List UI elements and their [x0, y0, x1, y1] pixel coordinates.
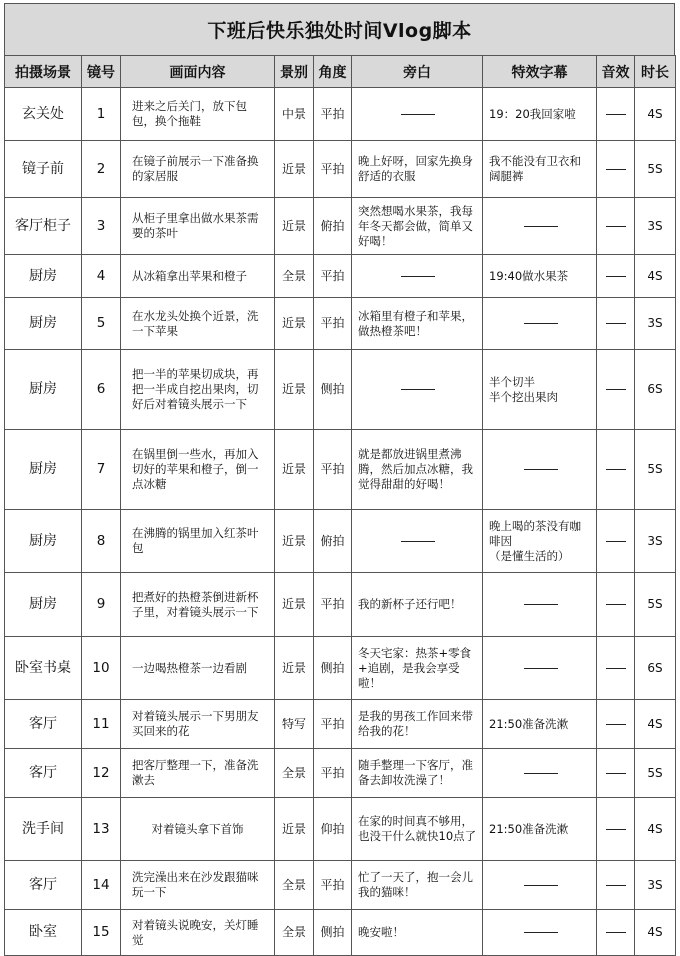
duration-cell: 4S: [635, 798, 676, 861]
sound-cell: [597, 749, 635, 798]
subtitle-cell: [483, 861, 597, 910]
shot-number-cell: 2: [82, 141, 121, 198]
dash-mark: [606, 885, 626, 886]
shot-size-cell: 全景: [275, 910, 314, 956]
angle-cell: 平拍: [314, 749, 352, 798]
sound-cell: [597, 861, 635, 910]
dash-mark: [606, 169, 626, 170]
content-cell: 把煮好的热橙茶倒进新杯子里，对着镜头展示一下: [121, 573, 275, 637]
scene-cell: 客厅柜子: [5, 198, 82, 255]
header-scene: 拍摄场景: [5, 56, 82, 88]
duration-cell: 5S: [635, 573, 676, 637]
sound-cell: [597, 700, 635, 749]
content-cell: 对着镜头拿下首饰: [121, 798, 275, 861]
angle-cell: 平拍: [314, 700, 352, 749]
scene-cell: 厨房: [5, 573, 82, 637]
dash-mark: [524, 773, 558, 774]
sound-cell: [597, 510, 635, 573]
angle-cell: 平拍: [314, 861, 352, 910]
dash-mark: [606, 668, 626, 669]
shot-number-cell: 1: [82, 88, 121, 141]
dash-mark: [401, 114, 435, 115]
shot-size-cell: 近景: [275, 798, 314, 861]
duration-cell: 6S: [635, 350, 676, 430]
table-row: [5, 255, 676, 298]
narration-cell: 是我的男孩工作回来带给我的花！: [352, 700, 483, 749]
table-row: [5, 430, 676, 510]
sheet-title: 下班后快乐独处时间Vlog脚本: [4, 3, 675, 55]
scene-cell: 镜子前: [5, 141, 82, 198]
scene-cell: 厨房: [5, 255, 82, 298]
angle-cell: 平拍: [314, 88, 352, 141]
shot-size-cell: 全景: [275, 861, 314, 910]
dash-mark: [606, 932, 626, 933]
subtitle-cell: 我不能没有卫衣和阔腿裤: [483, 141, 597, 198]
shot-number-cell: 7: [82, 430, 121, 510]
scene-cell: 卧室: [5, 910, 82, 956]
shot-number-cell: 3: [82, 198, 121, 255]
narration-cell: [352, 510, 483, 573]
dash-mark: [606, 276, 626, 277]
sound-cell: [597, 573, 635, 637]
subtitle-cell: [483, 573, 597, 637]
duration-cell: 5S: [635, 430, 676, 510]
scene-cell: 厨房: [5, 298, 82, 350]
scene-cell: 厨房: [5, 510, 82, 573]
sound-cell: [597, 298, 635, 350]
duration-cell: 3S: [635, 198, 676, 255]
table-row: [5, 637, 676, 700]
shot-size-cell: 近景: [275, 573, 314, 637]
narration-cell: [352, 255, 483, 298]
duration-cell: 5S: [635, 141, 676, 198]
narration-cell: 冬天宅家：热茶+零食+追剧，是我会享受啦！: [352, 637, 483, 700]
subtitle-cell: [483, 749, 597, 798]
table-row: [5, 798, 676, 861]
angle-cell: 平拍: [314, 255, 352, 298]
shot-size-cell: 近景: [275, 637, 314, 700]
duration-cell: 4S: [635, 700, 676, 749]
angle-cell: 俯拍: [314, 198, 352, 255]
content-cell: 一边喝热橙茶一边看剧: [121, 637, 275, 700]
table-row: [5, 910, 676, 956]
shot-size-cell: 近景: [275, 198, 314, 255]
shot-number-cell: 13: [82, 798, 121, 861]
dash-mark: [606, 323, 626, 324]
narration-cell: [352, 88, 483, 141]
table-row: [5, 141, 676, 198]
sound-cell: [597, 255, 635, 298]
sound-cell: [597, 910, 635, 956]
header-subtitle: 特效字幕: [483, 56, 597, 88]
narration-cell: 晚上好呀，回家先换身舒适的衣服: [352, 141, 483, 198]
content-cell: 把一半的苹果切成块，再把一半成自挖出果肉，切好后对着镜头展示一下: [121, 350, 275, 430]
sound-cell: [597, 198, 635, 255]
content-cell: 在镜子前展示一下准备换的家居服: [121, 141, 275, 198]
shot-number-cell: 5: [82, 298, 121, 350]
table-row: [5, 510, 676, 573]
angle-cell: 平拍: [314, 298, 352, 350]
shot-size-cell: 近景: [275, 141, 314, 198]
dash-mark: [524, 885, 558, 886]
subtitle-cell: 21:50准备洗漱: [483, 798, 597, 861]
header-sound: 音效: [597, 56, 635, 88]
sound-cell: [597, 637, 635, 700]
subtitle-cell: 半个切半 半个挖出果肉: [483, 350, 597, 430]
scene-cell: 卧室书桌: [5, 637, 82, 700]
subtitle-cell: [483, 910, 597, 956]
dash-mark: [401, 276, 435, 277]
table-row: [5, 350, 676, 430]
sound-cell: [597, 88, 635, 141]
content-cell: 从冰箱拿出苹果和橙子: [121, 255, 275, 298]
shot-size-cell: 全景: [275, 255, 314, 298]
dash-mark: [524, 668, 558, 669]
sound-cell: [597, 350, 635, 430]
content-cell: 在锅里倒一些水，再加入切好的苹果和橙子，倒一点冰糖: [121, 430, 275, 510]
duration-cell: 3S: [635, 861, 676, 910]
duration-cell: 6S: [635, 637, 676, 700]
dash-mark: [401, 389, 435, 390]
shot-number-cell: 15: [82, 910, 121, 956]
narration-cell: 我的新杯子还行吧！: [352, 573, 483, 637]
duration-cell: 4S: [635, 910, 676, 956]
header-shot-size: 景别: [275, 56, 314, 88]
subtitle-cell: 19:40做水果茶: [483, 255, 597, 298]
script-sheet: [4, 3, 675, 950]
script-table: [4, 55, 676, 956]
dash-mark: [524, 469, 558, 470]
subtitle-cell: [483, 637, 597, 700]
dash-mark: [524, 226, 558, 227]
angle-cell: 平拍: [314, 430, 352, 510]
shot-size-cell: 近景: [275, 430, 314, 510]
narration-cell: 突然想喝水果茶，我每年冬天都会做，简单又好喝！: [352, 198, 483, 255]
dash-mark: [401, 541, 435, 542]
subtitle-cell: [483, 298, 597, 350]
header-shot-number: 镜号: [82, 56, 121, 88]
scene-cell: 玄关处: [5, 88, 82, 141]
shot-number-cell: 11: [82, 700, 121, 749]
content-cell: 对着镜头说晚安，关灯睡觉: [121, 910, 275, 956]
sound-cell: [597, 141, 635, 198]
dash-mark: [606, 773, 626, 774]
dash-mark: [606, 226, 626, 227]
narration-cell: 忙了一天了，抱一会儿我的猫咪！: [352, 861, 483, 910]
duration-cell: 3S: [635, 298, 676, 350]
table-row: [5, 700, 676, 749]
narration-cell: 就是都放进锅里煮沸腾，然后加点冰糖，我觉得甜甜的好喝！: [352, 430, 483, 510]
content-cell: 把客厅整理一下，准备洗漱去: [121, 749, 275, 798]
shot-size-cell: 特写: [275, 700, 314, 749]
table-row: [5, 298, 676, 350]
dash-mark: [524, 604, 558, 605]
shot-size-cell: 近景: [275, 350, 314, 430]
angle-cell: 侧拍: [314, 350, 352, 430]
header-narration: 旁白: [352, 56, 483, 88]
content-cell: 在水龙头处换个近景，洗一下苹果: [121, 298, 275, 350]
table-row: [5, 198, 676, 255]
duration-cell: 3S: [635, 510, 676, 573]
scene-cell: 厨房: [5, 430, 82, 510]
dash-mark: [606, 724, 626, 725]
dash-mark: [606, 541, 626, 542]
shot-number-cell: 12: [82, 749, 121, 798]
subtitle-cell: [483, 430, 597, 510]
content-cell: 在沸腾的锅里加入红茶叶包: [121, 510, 275, 573]
narration-cell: 冰箱里有橙子和苹果，做热橙茶吧！: [352, 298, 483, 350]
header-content: 画面内容: [121, 56, 275, 88]
content-cell: 进来之后关门，放下包包，换个拖鞋: [121, 88, 275, 141]
shot-number-cell: 10: [82, 637, 121, 700]
shot-number-cell: 14: [82, 861, 121, 910]
scene-cell: 厨房: [5, 350, 82, 430]
header-duration: 时长: [635, 56, 676, 88]
table-row: [5, 88, 676, 141]
table-row: [5, 861, 676, 910]
dash-mark: [606, 604, 626, 605]
content-cell: 对着镜头展示一下男朋友买回来的花: [121, 700, 275, 749]
content-cell: 洗完澡出来在沙发跟猫咪玩一下: [121, 861, 275, 910]
dash-mark: [606, 469, 626, 470]
subtitle-cell: 21:50准备洗漱: [483, 700, 597, 749]
shot-size-cell: 全景: [275, 749, 314, 798]
sound-cell: [597, 430, 635, 510]
shot-size-cell: 近景: [275, 510, 314, 573]
shot-number-cell: 4: [82, 255, 121, 298]
dash-mark: [524, 323, 558, 324]
duration-cell: 5S: [635, 749, 676, 798]
narration-cell: 随手整理一下客厅，准备去卸妆洗澡了！: [352, 749, 483, 798]
angle-cell: 仰拍: [314, 798, 352, 861]
shot-size-cell: 中景: [275, 88, 314, 141]
table-row: [5, 749, 676, 798]
header-angle: 角度: [314, 56, 352, 88]
subtitle-cell: 19：20我回家啦: [483, 88, 597, 141]
narration-cell: 在家的时间真不够用，也没干什么就快10点了: [352, 798, 483, 861]
scene-cell: 客厅: [5, 749, 82, 798]
angle-cell: 侧拍: [314, 910, 352, 956]
narration-cell: [352, 350, 483, 430]
duration-cell: 4S: [635, 88, 676, 141]
shot-number-cell: 9: [82, 573, 121, 637]
shot-number-cell: 6: [82, 350, 121, 430]
content-cell: 从柜子里拿出做水果茶需要的茶叶: [121, 198, 275, 255]
table-row: [5, 573, 676, 637]
narration-cell: 晚安啦！: [352, 910, 483, 956]
dash-mark: [524, 932, 558, 933]
angle-cell: 平拍: [314, 573, 352, 637]
subtitle-cell: 晚上喝的茶没有咖啡因 （是懂生活的）: [483, 510, 597, 573]
dash-mark: [606, 389, 626, 390]
angle-cell: 平拍: [314, 141, 352, 198]
shot-number-cell: 8: [82, 510, 121, 573]
scene-cell: 洗手间: [5, 798, 82, 861]
angle-cell: 侧拍: [314, 637, 352, 700]
scene-cell: 客厅: [5, 700, 82, 749]
dash-mark: [606, 114, 626, 115]
shot-size-cell: 近景: [275, 298, 314, 350]
scene-cell: 客厅: [5, 861, 82, 910]
subtitle-cell: [483, 198, 597, 255]
dash-mark: [606, 829, 626, 830]
angle-cell: 俯拍: [314, 510, 352, 573]
duration-cell: 4S: [635, 255, 676, 298]
sound-cell: [597, 798, 635, 861]
header-row: [5, 56, 676, 88]
